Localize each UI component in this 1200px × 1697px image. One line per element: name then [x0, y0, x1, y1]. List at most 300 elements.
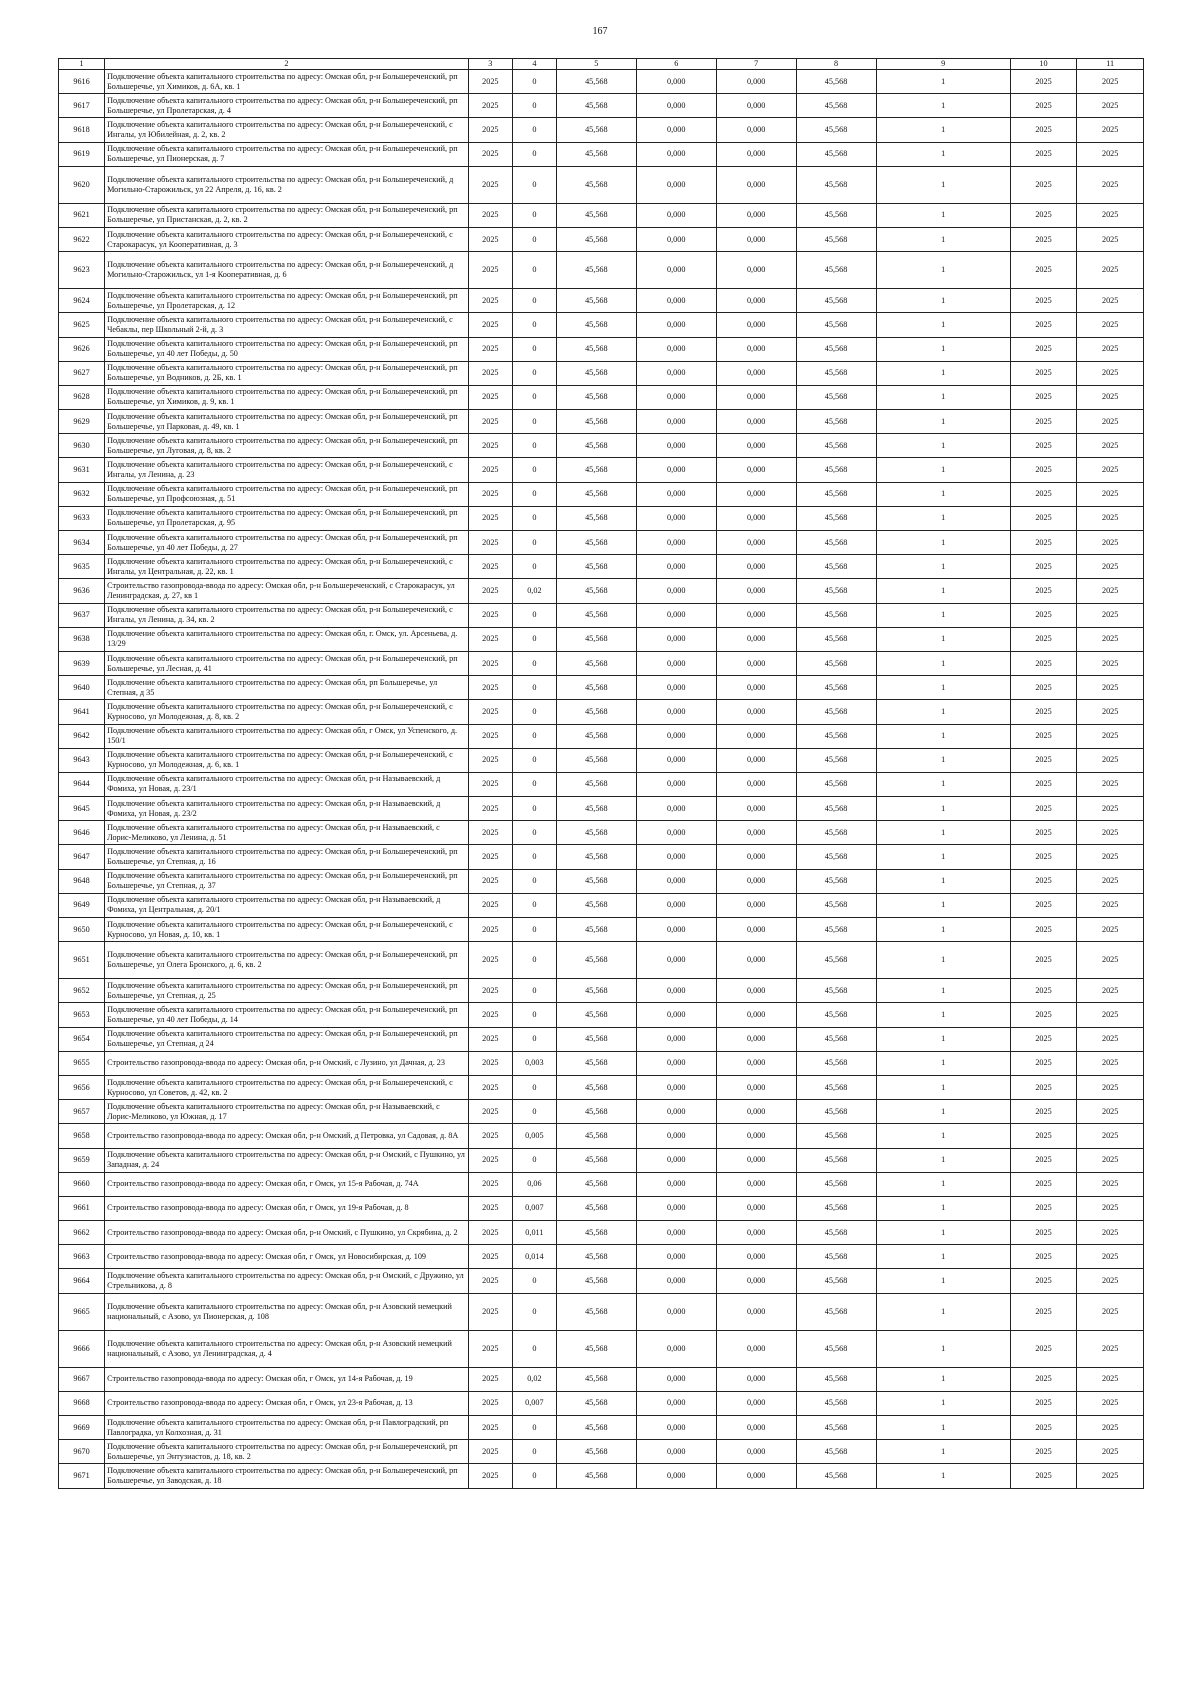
column-header: 7 [716, 59, 796, 70]
value-cell: 1 [876, 203, 1010, 227]
row-number-cell: 9660 [59, 1172, 105, 1196]
value-cell: 0,000 [636, 797, 716, 821]
value-cell: 2025 [1010, 1293, 1077, 1330]
column-header: 4 [512, 59, 556, 70]
value-cell: 45,568 [556, 1172, 636, 1196]
value-cell: 0,000 [716, 979, 796, 1003]
value-cell: 0,000 [636, 434, 716, 458]
description-cell: Подключение объекта капитального строительства по адресу: Омская обл, р-н Большереченский, рп Большеречье, ул Пионерская, д. 7 [105, 142, 469, 166]
value-cell: 1 [876, 385, 1010, 409]
value-cell: 45,568 [796, 797, 876, 821]
value-cell: 2025 [468, 313, 512, 337]
row-number-cell: 9632 [59, 482, 105, 506]
value-cell: 45,568 [796, 203, 876, 227]
value-cell: 45,568 [796, 1464, 876, 1488]
value-cell: 45,568 [796, 531, 876, 555]
value-cell: 0,000 [716, 118, 796, 142]
row-number-cell: 9630 [59, 434, 105, 458]
value-cell: 45,568 [796, 1003, 876, 1027]
value-cell: 0,000 [716, 434, 796, 458]
description-cell: Подключение объекта капитального строительства по адресу: Омская обл, р-н Омский, с Пушкино, ул Западная, д. 24 [105, 1148, 469, 1172]
value-cell: 45,568 [796, 676, 876, 700]
value-cell: 45,568 [556, 627, 636, 651]
value-cell: 0,000 [716, 70, 796, 94]
value-cell: 45,568 [796, 458, 876, 482]
value-cell: 45,568 [796, 627, 876, 651]
description-cell: Подключение объекта капитального строительства по адресу: Омская обл, р-н Большереченский, с Ингалы, ул Ленина, д. 34, кв. 2 [105, 603, 469, 627]
table-row [59, 627, 1144, 651]
value-cell: 2025 [468, 531, 512, 555]
value-cell: 1 [876, 118, 1010, 142]
value-cell: 2025 [1077, 458, 1144, 482]
value-cell: 0,000 [636, 142, 716, 166]
value-cell: 2025 [468, 579, 512, 603]
value-cell: 0,000 [636, 893, 716, 917]
value-cell: 0 [512, 979, 556, 1003]
value-cell: 2025 [468, 1367, 512, 1391]
value-cell: 45,568 [796, 434, 876, 458]
value-cell: 1 [876, 869, 1010, 893]
value-cell: 2025 [1010, 1330, 1077, 1367]
column-header: 1 [59, 59, 105, 70]
value-cell: 2025 [1010, 979, 1077, 1003]
value-cell: 2025 [1077, 385, 1144, 409]
value-cell: 1 [876, 979, 1010, 1003]
value-cell: 0,000 [716, 142, 796, 166]
table-row [59, 70, 1144, 94]
value-cell: 0 [512, 893, 556, 917]
value-cell: 1 [876, 1440, 1010, 1464]
row-number-cell: 9648 [59, 869, 105, 893]
value-cell: 45,568 [556, 482, 636, 506]
value-cell: 0 [512, 869, 556, 893]
table-row [59, 142, 1144, 166]
value-cell: 0,000 [636, 385, 716, 409]
table-row [59, 531, 1144, 555]
value-cell: 45,568 [556, 979, 636, 1003]
table-row [59, 651, 1144, 675]
value-cell: 0,000 [716, 203, 796, 227]
value-cell: 0,02 [512, 579, 556, 603]
description-cell: Подключение объекта капитального строительства по адресу: Омская обл, р-н Большереченский, рп Большеречье, ул Пролетарская, д. 95 [105, 506, 469, 530]
row-number-cell: 9628 [59, 385, 105, 409]
row-number-cell: 9619 [59, 142, 105, 166]
value-cell: 2025 [1077, 1245, 1144, 1269]
value-cell: 2025 [1010, 627, 1077, 651]
value-cell: 2025 [1010, 555, 1077, 579]
description-cell: Подключение объекта капитального строительства по адресу: Омская обл, р-н Называевский, с Лорис-Меликово, ул Ленина, д. 51 [105, 821, 469, 845]
value-cell: 1 [876, 252, 1010, 289]
value-cell: 0,000 [716, 1100, 796, 1124]
value-cell: 1 [876, 1196, 1010, 1220]
value-cell: 45,568 [556, 361, 636, 385]
value-cell: 2025 [1010, 1367, 1077, 1391]
value-cell: 1 [876, 1245, 1010, 1269]
value-cell: 2025 [1010, 203, 1077, 227]
value-cell: 2025 [468, 1269, 512, 1293]
value-cell: 2025 [468, 1027, 512, 1051]
value-cell: 45,568 [556, 579, 636, 603]
value-cell: 2025 [1077, 531, 1144, 555]
value-cell: 0 [512, 603, 556, 627]
table-row [59, 1196, 1144, 1220]
value-cell: 45,568 [796, 942, 876, 979]
value-cell: 45,568 [796, 1075, 876, 1099]
value-cell: 0,000 [716, 821, 796, 845]
description-cell: Подключение объекта капитального строительства по адресу: Омская обл, р-н Называевский, д Фомиха, ул Центральная, д. 20/1 [105, 893, 469, 917]
value-cell: 2025 [468, 289, 512, 313]
value-cell: 0,000 [716, 1440, 796, 1464]
table-row [59, 1172, 1144, 1196]
value-cell: 2025 [1077, 1440, 1144, 1464]
row-number-cell: 9650 [59, 918, 105, 942]
column-header: 9 [876, 59, 1010, 70]
value-cell: 2025 [468, 979, 512, 1003]
value-cell: 45,568 [796, 918, 876, 942]
description-cell: Строительство газопровода-ввода по адресу: Омская обл, г Омск, ул 14-я Рабочая, д. 19 [105, 1367, 469, 1391]
row-number-cell: 9661 [59, 1196, 105, 1220]
value-cell: 2025 [1077, 1330, 1144, 1367]
description-cell: Подключение объекта капитального строительства по адресу: Омская обл, р-н Большереченский, с Курносово, ул Молодежная, д. 6, кв. 1 [105, 748, 469, 772]
value-cell: 2025 [468, 555, 512, 579]
value-cell: 2025 [1077, 603, 1144, 627]
row-number-cell: 9647 [59, 845, 105, 869]
value-cell: 2025 [468, 603, 512, 627]
value-cell: 0,000 [636, 1196, 716, 1220]
value-cell: 45,568 [556, 1075, 636, 1099]
value-cell: 0,000 [636, 676, 716, 700]
description-cell: Подключение объекта капитального строительства по адресу: Омская обл, р-н Большереченский, с Чебаклы, пер Школьный 2-й, д. 3 [105, 313, 469, 337]
value-cell: 1 [876, 1051, 1010, 1075]
value-cell: 2025 [1077, 482, 1144, 506]
value-cell: 2025 [1077, 942, 1144, 979]
value-cell: 45,568 [556, 797, 636, 821]
table-row [59, 1330, 1144, 1367]
value-cell: 2025 [468, 1172, 512, 1196]
value-cell: 2025 [468, 1196, 512, 1220]
value-cell: 2025 [1010, 1027, 1077, 1051]
value-cell: 45,568 [796, 1148, 876, 1172]
row-number-cell: 9624 [59, 289, 105, 313]
value-cell: 2025 [468, 337, 512, 361]
value-cell: 0,000 [716, 531, 796, 555]
value-cell: 1 [876, 70, 1010, 94]
value-cell: 0 [512, 203, 556, 227]
table-row [59, 724, 1144, 748]
value-cell: 2025 [1010, 1464, 1077, 1488]
value-cell: 0,000 [636, 772, 716, 796]
description-cell: Подключение объекта капитального строительства по адресу: Омская обл, р-н Большереченский, рп Большеречье, ул Лесная, д. 41 [105, 651, 469, 675]
value-cell: 2025 [1077, 1027, 1144, 1051]
value-cell: 0 [512, 797, 556, 821]
value-cell: 2025 [468, 1221, 512, 1245]
value-cell: 2025 [1077, 142, 1144, 166]
row-number-cell: 9651 [59, 942, 105, 979]
description-cell: Подключение объекта капитального строительства по адресу: Омская обл, р-н Большереченский, с Ингалы, ул Центральная, д. 22, кв. 1 [105, 555, 469, 579]
description-cell: Подключение объекта капитального строительства по адресу: Омская обл, р-н Большереченский, рп Большеречье, ул 40 лет Победы, д. 14 [105, 1003, 469, 1027]
value-cell: 0,000 [636, 579, 716, 603]
value-cell: 2025 [1077, 700, 1144, 724]
value-cell: 2025 [1010, 313, 1077, 337]
value-cell: 2025 [1010, 676, 1077, 700]
value-cell: 0,000 [636, 869, 716, 893]
value-cell: 2025 [1077, 1367, 1144, 1391]
value-cell: 2025 [1010, 252, 1077, 289]
row-number-cell: 9658 [59, 1124, 105, 1148]
value-cell: 1 [876, 579, 1010, 603]
description-cell: Подключение объекта капитального строительства по адресу: Омская обл, р-н Называевский, с Лорис-Меликово, ул Южная, д. 17 [105, 1100, 469, 1124]
value-cell: 0 [512, 724, 556, 748]
value-cell: 1 [876, 676, 1010, 700]
table-row [59, 434, 1144, 458]
value-cell: 0 [512, 918, 556, 942]
table-row [59, 700, 1144, 724]
value-cell: 0,000 [716, 410, 796, 434]
value-cell: 0,000 [636, 918, 716, 942]
value-cell: 45,568 [796, 1051, 876, 1075]
value-cell: 2025 [1010, 458, 1077, 482]
value-cell: 2025 [1077, 94, 1144, 118]
value-cell: 2025 [1077, 1391, 1144, 1415]
row-number-cell: 9649 [59, 893, 105, 917]
value-cell: 45,568 [796, 482, 876, 506]
value-cell: 2025 [468, 918, 512, 942]
value-cell: 0 [512, 1148, 556, 1172]
row-number-cell: 9664 [59, 1269, 105, 1293]
description-cell: Подключение объекта капитального строительства по адресу: Омская обл, р-н Называевский, д Фомиха, ул Новая, д. 23/1 [105, 772, 469, 796]
value-cell: 45,568 [556, 1196, 636, 1220]
row-number-cell: 9663 [59, 1245, 105, 1269]
value-cell: 0,000 [636, 506, 716, 530]
value-cell: 0,000 [636, 203, 716, 227]
value-cell: 0,000 [716, 1172, 796, 1196]
value-cell: 45,568 [556, 385, 636, 409]
table-row [59, 313, 1144, 337]
description-cell: Строительство газопровода-ввода по адресу: Омская обл, р-н Омский, д Петровка, ул Садовая, д. 8А [105, 1124, 469, 1148]
value-cell: 0 [512, 748, 556, 772]
value-cell: 0,000 [716, 337, 796, 361]
row-number-cell: 9667 [59, 1367, 105, 1391]
value-cell: 2025 [1010, 893, 1077, 917]
value-cell: 0,000 [636, 118, 716, 142]
column-header: 10 [1010, 59, 1077, 70]
value-cell: 2025 [468, 252, 512, 289]
value-cell: 1 [876, 1124, 1010, 1148]
value-cell: 0,000 [716, 385, 796, 409]
value-cell: 2025 [468, 1051, 512, 1075]
value-cell: 45,568 [796, 1245, 876, 1269]
value-cell: 45,568 [796, 142, 876, 166]
description-cell: Подключение объекта капитального строительства по адресу: Омская обл, р-н Большереченский, д Могильно-Старожильск, ул 1-я Кооперативная, д. 6 [105, 252, 469, 289]
table-row [59, 772, 1144, 796]
value-cell: 2025 [1010, 700, 1077, 724]
row-number-cell: 9659 [59, 1148, 105, 1172]
value-cell: 1 [876, 797, 1010, 821]
value-cell: 0 [512, 166, 556, 203]
value-cell: 2025 [1077, 918, 1144, 942]
row-number-cell: 9657 [59, 1100, 105, 1124]
value-cell: 45,568 [796, 1221, 876, 1245]
value-cell: 0,000 [716, 942, 796, 979]
value-cell: 2025 [1077, 797, 1144, 821]
value-cell: 2025 [468, 227, 512, 251]
table-row [59, 1391, 1144, 1415]
value-cell: 45,568 [556, 1464, 636, 1488]
table-row [59, 410, 1144, 434]
value-cell: 1 [876, 845, 1010, 869]
table-row [59, 555, 1144, 579]
description-cell: Подключение объекта капитального строительства по адресу: Омская обл, р-н Большереченский, рп Большеречье, ул Парковая, д. 49, кв. 1 [105, 410, 469, 434]
value-cell: 45,568 [556, 651, 636, 675]
table-row [59, 1027, 1144, 1051]
value-cell: 2025 [468, 942, 512, 979]
value-cell: 0 [512, 772, 556, 796]
value-cell: 2025 [468, 1075, 512, 1099]
value-cell: 45,568 [556, 1269, 636, 1293]
value-cell: 1 [876, 1172, 1010, 1196]
value-cell: 0,003 [512, 1051, 556, 1075]
description-cell: Подключение объекта капитального строительства по адресу: Омская обл, р-н Большереченский, с Курносово, ул Советов, д. 42, кв. 2 [105, 1075, 469, 1099]
row-number-cell: 9645 [59, 797, 105, 821]
value-cell: 0,000 [716, 700, 796, 724]
value-cell: 1 [876, 821, 1010, 845]
value-cell: 0,000 [636, 1148, 716, 1172]
value-cell: 45,568 [556, 458, 636, 482]
description-cell: Подключение объекта капитального строительства по адресу: Омская обл, рп Большеречье, ул Степная, д 35 [105, 676, 469, 700]
value-cell: 2025 [1010, 410, 1077, 434]
value-cell: 0,06 [512, 1172, 556, 1196]
description-cell: Строительство газопровода-ввода по адресу: Омская обл, г Омск, ул 23-я Рабочая, д. 13 [105, 1391, 469, 1415]
value-cell: 45,568 [556, 1124, 636, 1148]
value-cell: 1 [876, 772, 1010, 796]
value-cell: 2025 [1077, 1051, 1144, 1075]
value-cell: 2025 [1010, 1269, 1077, 1293]
value-cell: 2025 [468, 361, 512, 385]
value-cell: 2025 [1077, 869, 1144, 893]
value-cell: 45,568 [556, 506, 636, 530]
row-number-cell: 9631 [59, 458, 105, 482]
row-number-cell: 9644 [59, 772, 105, 796]
row-number-cell: 9656 [59, 1075, 105, 1099]
row-number-cell: 9633 [59, 506, 105, 530]
value-cell: 0,000 [716, 1269, 796, 1293]
value-cell: 0,000 [636, 482, 716, 506]
value-cell: 2025 [1077, 410, 1144, 434]
value-cell: 0,000 [716, 166, 796, 203]
value-cell: 1 [876, 603, 1010, 627]
value-cell: 2025 [468, 166, 512, 203]
value-cell: 2025 [1077, 118, 1144, 142]
value-cell: 45,568 [556, 1330, 636, 1367]
value-cell: 45,568 [556, 918, 636, 942]
value-cell: 0,000 [636, 748, 716, 772]
value-cell: 45,568 [556, 676, 636, 700]
value-cell: 0,000 [636, 555, 716, 579]
table-row [59, 979, 1144, 1003]
value-cell: 0,000 [636, 1100, 716, 1124]
value-cell: 2025 [468, 772, 512, 796]
value-cell: 45,568 [796, 252, 876, 289]
value-cell: 1 [876, 555, 1010, 579]
table-row [59, 1269, 1144, 1293]
value-cell: 45,568 [556, 94, 636, 118]
value-cell: 2025 [1010, 166, 1077, 203]
value-cell: 2025 [1077, 1075, 1144, 1099]
value-cell: 0,000 [636, 166, 716, 203]
value-cell: 45,568 [796, 1100, 876, 1124]
value-cell: 1 [876, 1221, 1010, 1245]
value-cell: 0,000 [716, 627, 796, 651]
value-cell: 0 [512, 531, 556, 555]
value-cell: 45,568 [556, 869, 636, 893]
value-cell: 2025 [1077, 893, 1144, 917]
value-cell: 2025 [468, 1391, 512, 1415]
value-cell: 45,568 [796, 700, 876, 724]
value-cell: 2025 [1077, 1464, 1144, 1488]
row-number-cell: 9636 [59, 579, 105, 603]
value-cell: 2025 [1010, 651, 1077, 675]
value-cell: 2025 [1010, 337, 1077, 361]
table-row [59, 227, 1144, 251]
value-cell: 45,568 [796, 1440, 876, 1464]
row-number-cell: 9635 [59, 555, 105, 579]
value-cell: 2025 [1010, 1221, 1077, 1245]
value-cell: 2025 [1010, 603, 1077, 627]
value-cell: 2025 [1077, 289, 1144, 313]
value-cell: 45,568 [796, 118, 876, 142]
page-number: 167 [592, 26, 608, 37]
description-cell: Подключение объекта капитального строительства по адресу: Омская обл, р-н Большереченский, рп Большеречье, ул Пролетарская, д. 12 [105, 289, 469, 313]
value-cell: 45,568 [796, 313, 876, 337]
value-cell: 45,568 [796, 289, 876, 313]
value-cell: 0,000 [716, 1148, 796, 1172]
value-cell: 0 [512, 555, 556, 579]
value-cell: 2025 [1010, 506, 1077, 530]
description-cell: Подключение объекта капитального строительства по адресу: Омская обл, р-н Большереченский, рп Большеречье, ул Олега Бронского, д. 6, кв. 2 [105, 942, 469, 979]
value-cell: 45,568 [796, 748, 876, 772]
value-cell: 45,568 [796, 1293, 876, 1330]
column-header: 2 [105, 59, 469, 70]
table-row [59, 506, 1144, 530]
value-cell: 45,568 [556, 70, 636, 94]
table-row [59, 1100, 1144, 1124]
value-cell: 1 [876, 1464, 1010, 1488]
value-cell: 45,568 [556, 166, 636, 203]
value-cell: 1 [876, 434, 1010, 458]
value-cell: 2025 [1010, 1172, 1077, 1196]
value-cell: 0,000 [636, 627, 716, 651]
value-cell: 0 [512, 458, 556, 482]
value-cell: 0 [512, 1269, 556, 1293]
value-cell: 0 [512, 942, 556, 979]
row-number-cell: 9618 [59, 118, 105, 142]
value-cell: 1 [876, 700, 1010, 724]
value-cell: 0,000 [716, 1027, 796, 1051]
value-cell: 2025 [468, 797, 512, 821]
table-row [59, 203, 1144, 227]
value-cell: 45,568 [556, 555, 636, 579]
description-cell: Подключение объекта капитального строительства по адресу: Омская обл, р-н Большереченский, рп Большеречье, ул 40 лет Победы, д. 50 [105, 337, 469, 361]
table-row [59, 1003, 1144, 1027]
value-cell: 0 [512, 385, 556, 409]
value-cell: 2025 [468, 1464, 512, 1488]
value-cell: 0 [512, 1100, 556, 1124]
value-cell: 0 [512, 227, 556, 251]
value-cell: 0,007 [512, 1196, 556, 1220]
row-number-cell: 9669 [59, 1416, 105, 1440]
value-cell: 2025 [1010, 1100, 1077, 1124]
value-cell: 45,568 [556, 142, 636, 166]
